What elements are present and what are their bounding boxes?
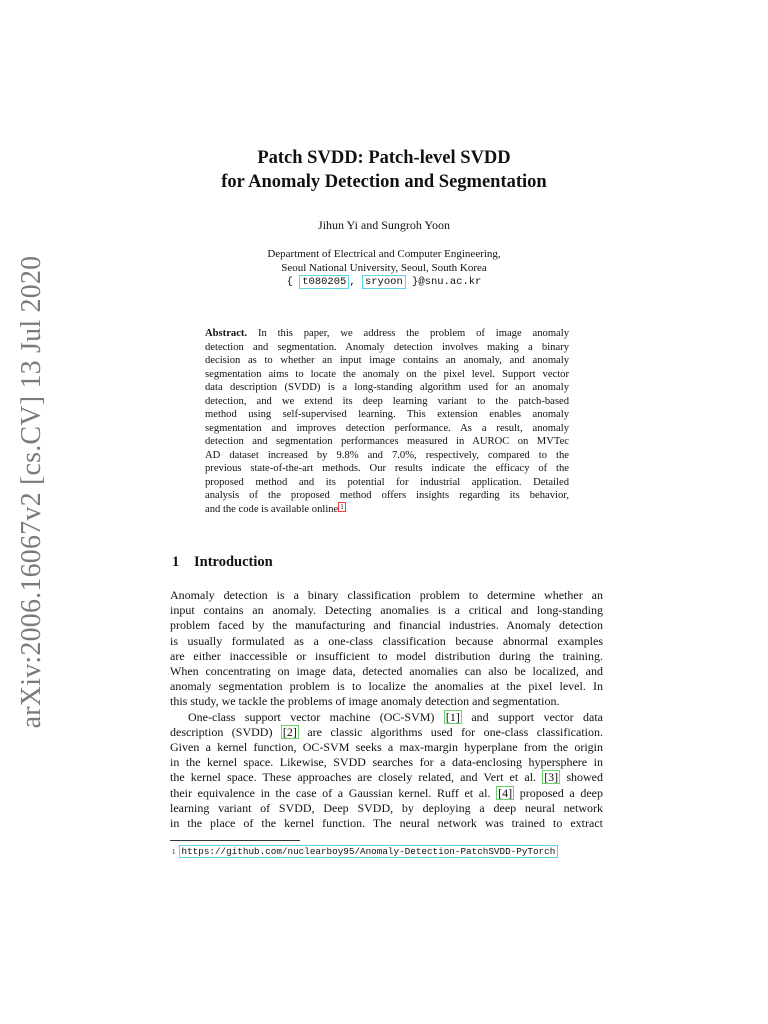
footnote-mark: 1	[172, 848, 176, 856]
arxiv-side-stamp	[12, 255, 52, 729]
abstract-text: In this paper, we address the problem of image anomaly	[257, 328, 569, 339]
body-line: learning variant of SVDD, Deep SVDD, by deploying a deep neural network	[170, 800, 603, 815]
abstract-line: segmentation aims to locate the anomaly on the pixel level. Support vector	[205, 368, 569, 380]
body-line: Given a kernel function, OC-SVM seeks a max-margin hyperplane from the origin	[170, 740, 603, 755]
body-line: anomaly segmentation problem is to localize the anomalies at the pixel level. In	[170, 679, 603, 694]
section-title: Introduction	[194, 554, 273, 570]
body-line: in the place of the kernel function. The neural network was trained to extract	[170, 816, 603, 831]
abstract-label: Abstract.	[205, 328, 248, 339]
body-text-span: showed	[560, 770, 603, 785]
body-line: Anomaly detection is a binary classification problem to determine whether an	[170, 588, 603, 602]
body-text-span: proposed a deep	[514, 785, 603, 800]
body-line: When concentrating on image data, detected anomalies can also be localized, and	[170, 664, 603, 679]
body-text-span: the kernel space. These approaches are closely related, and Vert et al.	[170, 770, 543, 785]
body-line: in the kernel space. Likewise, SVDD searches for a data-enclosing hypersphere in	[170, 755, 603, 770]
abstract-line: data description (SVDD) is a long-standing algorithm used for an anomaly	[205, 382, 569, 393]
footnote-divider	[170, 840, 300, 841]
body-line	[170, 725, 603, 740]
body-text-span: and support vector data	[461, 709, 603, 724]
authors: Jihun Yi and Sungroh Yoon	[318, 218, 450, 232]
section-number: 1	[172, 554, 180, 570]
abstract-line: detection and segmentation. Anomaly detection involves making a binary	[205, 341, 569, 353]
body-line	[170, 710, 603, 725]
paper-title	[0, 146, 768, 194]
citation-link-1[interactable]: [1]	[445, 709, 460, 724]
body-line: input contains an anomaly. Detecting anomalies is a critical and long-standing	[170, 603, 603, 618]
affiliation-line-2: Seoul National University, Seoul, South Korea	[281, 261, 487, 274]
abstract-line: previous state-of-the-art methods. Our results indicate the efficacy of the	[205, 463, 569, 474]
footnote-url-link[interactable]: https://github.com/nuclearboy95/Anomaly-Detection-PatchSVDD-PyTorch	[179, 845, 559, 858]
body-line: problem faced by the manufacturing and financial industries. Anomaly detection	[170, 618, 603, 633]
body-text-span: their equivalence in the case of a Gaussian kernel. Ruff et al.	[170, 785, 497, 800]
email-line	[0, 276, 768, 290]
footnote-link[interactable]: 1	[340, 502, 344, 511]
abstract-text: and the code is available online	[205, 503, 339, 515]
affiliation	[0, 248, 768, 290]
body-text	[170, 588, 603, 831]
email-link-t080205[interactable]: t080205	[299, 275, 349, 289]
body-text-span: description (SVDD)	[170, 724, 281, 739]
email-link-sryoon[interactable]: sryoon	[362, 275, 406, 289]
abstract-line: decision as to whether an input image contains an anomaly, and anomaly	[205, 355, 569, 366]
body-line: this study, we tackle the problems of image anomaly detection and segmentation.	[170, 694, 560, 709]
abstract-line: method using self-supervised learning. This extension enables anomaly	[205, 409, 569, 420]
body-line	[170, 786, 603, 801]
email-domain: }@snu.ac.kr	[405, 276, 482, 288]
email-open: {	[286, 276, 300, 288]
citation-link-2[interactable]: [2]	[282, 724, 297, 739]
citation-link-4[interactable]: [4]	[498, 785, 513, 800]
abstract-line: AD dataset increased by 9.8% and 7.0%, respectively, compared to the	[205, 449, 569, 461]
section-heading	[172, 553, 602, 571]
abstract-line: analysis of the proposed method offers insights regarding its behavior,	[205, 490, 569, 501]
affiliation-line-1: Department of Electrical and Computer Engineering,	[267, 248, 501, 260]
abstract-line: detection, and we extend its deep learning variant to the patch-based	[205, 395, 569, 407]
abstract-line: proposed method and its potential for industrial application. Detailed	[205, 476, 569, 488]
abstract-line: detection and segmentation performances measured in AUROC on MVTec	[205, 436, 569, 447]
abstract-line	[205, 327, 569, 341]
body-line: is usually formulated as a one-class classification because abnormal examples	[170, 633, 603, 648]
citation-link-3[interactable]: [3]	[544, 770, 559, 785]
email-separator: ,	[349, 276, 362, 288]
arxiv-identifier: arXiv:2006.16067v2 [cs.CV] 13 Jul 2020	[16, 255, 47, 729]
body-line: are either inaccessible or insufficient to model distribution during the training.	[170, 648, 603, 663]
body-text-span: are classic algorithms used for one-class classification.	[298, 724, 604, 739]
body-text-span: One-class support vector machine (OC-SVM)	[188, 709, 444, 724]
footnote	[172, 846, 558, 858]
abstract-line	[205, 503, 569, 517]
title-line-2: for Anomaly Detection and Segmentation	[221, 172, 547, 192]
body-line	[170, 770, 603, 785]
abstract	[205, 327, 569, 516]
title-line-1: Patch SVDD: Patch-level SVDD	[257, 148, 511, 168]
abstract-line: segmentation and improves detection performance. As a result, anomaly	[205, 422, 569, 434]
